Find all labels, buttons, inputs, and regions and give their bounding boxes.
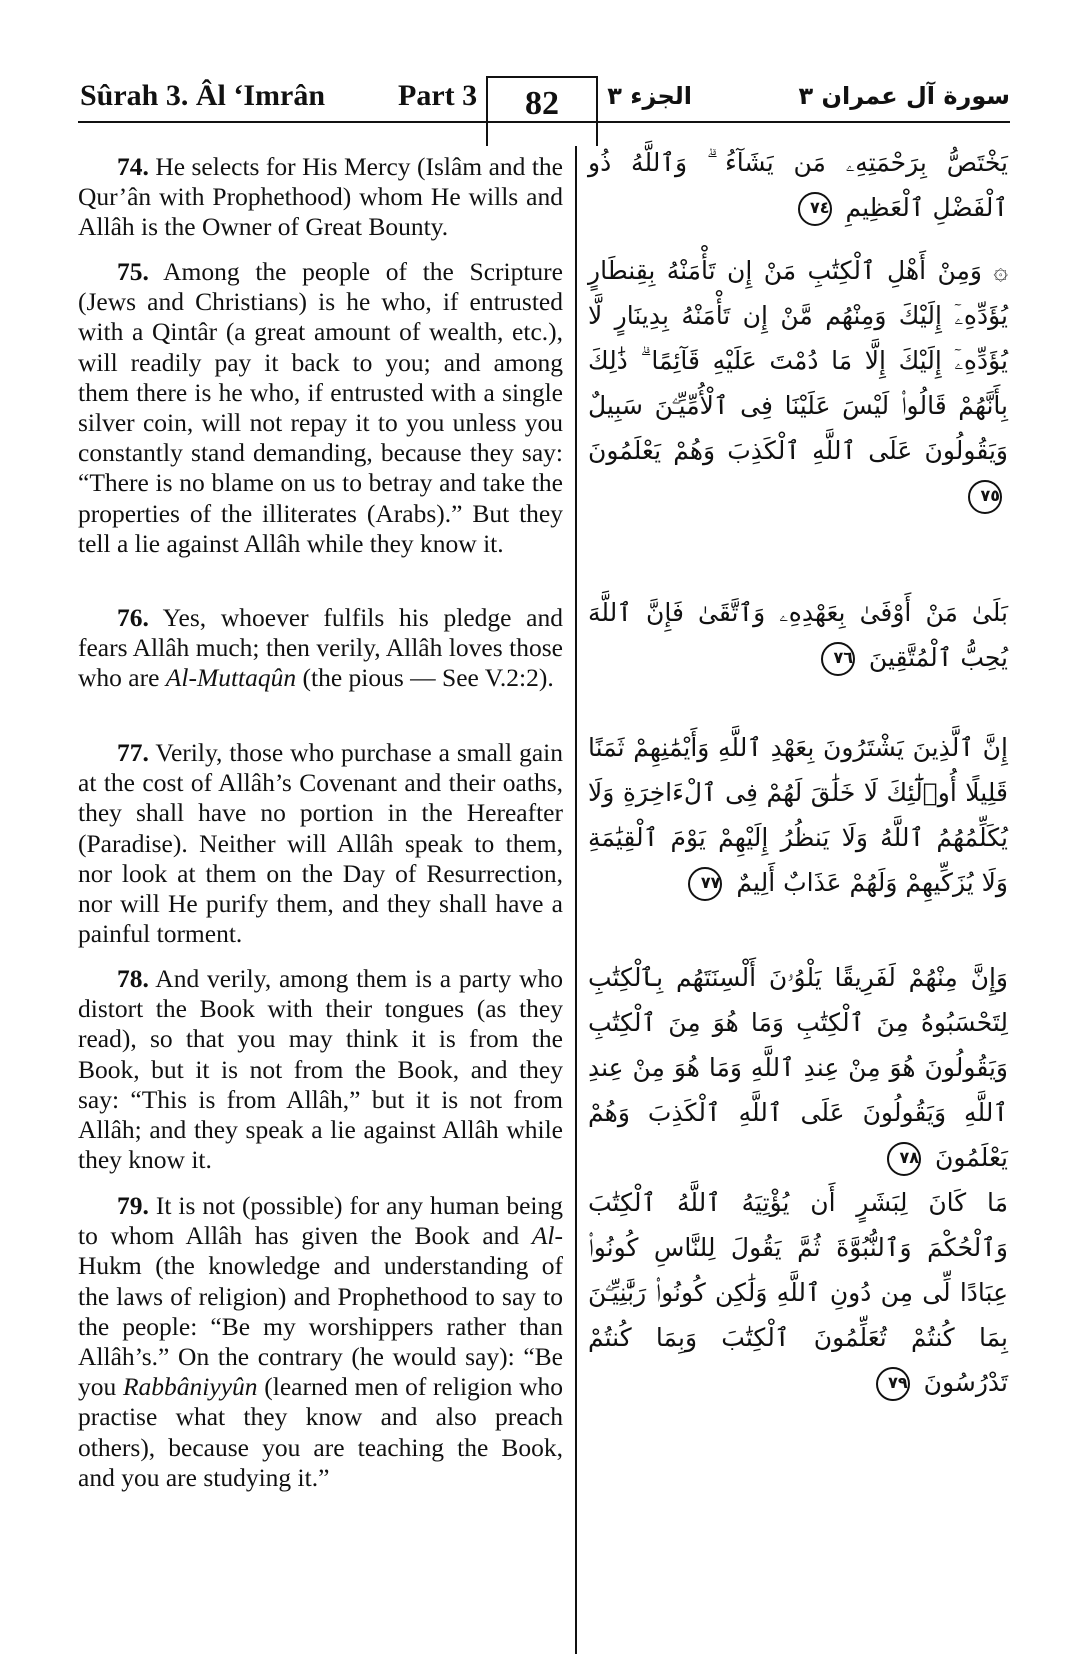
verse-text: Among the people of the Scripture (Jews and Christians) is he who, if entrusted with a Qintâr (a great amount of wealth, etc.), will readily pay it back to you; and among them there is he who, if entrusted with a single silver coin, will not repay it to you unless you constantly stand demanding, because they say: “There is no blame on us to betray and take the properties of the illiterates (Arabs).” But they tell a lie against Allâh while they know it.: [78, 257, 563, 558]
page-number: 82: [486, 76, 598, 146]
verse-text: He selects for His Mercy (Islâm and the Qur’ân with Prophethood) whom He wills and Allâh is the Owner of Great Bounty.: [78, 152, 564, 242]
arabic-text: بَلَىٰ مَنْ أَوْفَىٰ بِعَهْدِهِۦ وَٱتَّقَىٰ فَإِنَّ ٱللَّهَ يُحِبُّ ٱلْمُتَّقِينَ: [588, 598, 1008, 672]
ayah-number-marker: ٧٥: [968, 480, 1002, 514]
ayah-number-marker: ٧٨: [887, 1142, 921, 1176]
part-label-ar: الجزء ٣: [607, 82, 692, 110]
ayah-number-marker: ٧٦: [821, 642, 855, 676]
verse-77-ar: [588, 725, 1008, 905]
verse-79-ar: [588, 1180, 1008, 1405]
verse-75-en: [78, 257, 563, 559]
surah-title-en: Sûrah 3. Âl ‘Imrân: [80, 79, 326, 112]
verse-number: 77.: [117, 738, 149, 767]
arabic-text: إِنَّ ٱلَّذِينَ يَشْتَرُونَ بِعَهْدِ ٱللَّهِ وَأَيْمَٰنِهِمْ ثَمَنًا قَلِيلًا أُو۟لَٰٓئِكَ لَا خَلَٰقَ لَهُمْ فِى ٱلْءَاخِرَةِ وَلَا يُكَلِّمُهُمُ ٱللَّهُ وَلَا يَنظُرُ إِلَيْهِمْ يَوْمَ ٱلْقِيَٰمَةِ وَلَا يُزَكِّيهِمْ وَلَهُمْ عَذَابٌ أَلِيمٌ: [588, 733, 1008, 897]
verse-number: 75.: [117, 257, 149, 286]
verse-79-en: 79. It is not (possible) for any human being to whom Allâh has given the Book and Al-Hukm (the knowledge and understanding of the laws of religion) and Prophethood to say to the people: “Be my worshippers rather than Allâh’s.” On the contrary (he would say): “Be you Rabbâniyyûn (learned men of religion who practise what they know and also preach others), because you are teaching the Book, and you are studying it.”: [78, 1191, 563, 1492]
verse-78-ar: [588, 955, 1008, 1180]
verse-78-en: [78, 964, 563, 1175]
verse-text: Verily, those who purchase a small gain at the cost of Allâh’s Covenant and their oaths, they shall have no portion in the Hereafter (Paradise). Neither will Allâh speak to them, nor look at them on the Day of Resurrection, nor will He purify them, and they shall have a painful torment.: [78, 738, 563, 949]
arabic-text: مَا كَانَ لِبَشَرٍ أَن يُؤْتِيَهُ ٱللَّهُ ٱلْكِتَٰبَ وَٱلْحُكْمَ وَٱلنُّبُوَّةَ ثُمَّ يَقُولَ لِلنَّاسِ كُونُوا۟ عِبَادًا لِّى مِن دُونِ ٱللَّهِ وَلَٰكِن كُونُوا۟ رَبَّٰنِيِّـۧنَ بِمَا كُنتُمْ تُعَلِّمُونَ ٱلْكِتَٰبَ وَبِمَا كُنتُمْ تَدْرُسُونَ: [588, 1188, 1008, 1397]
surah-title-ar: سورة آل عمران ٣: [798, 82, 1010, 110]
arabic-text: يَخْتَصُّ بِرَحْمَتِهِۦ مَن يَشَآءُ ۗ وَٱللَّهُ ذُو ٱلْفَضْلِ ٱلْعَظِيمِ: [588, 148, 1008, 222]
verse-76-ar: [588, 590, 1008, 680]
verse-number: 74.: [117, 152, 149, 181]
ayah-number-marker: ٧٩: [876, 1367, 910, 1401]
column-divider: [575, 146, 577, 1654]
verse-74-ar: [588, 140, 1008, 230]
verse-number: 79.: [117, 1191, 149, 1220]
ayah-number-marker: ٧٧: [688, 867, 722, 901]
verse-74-en: [78, 152, 563, 243]
header-rule: [78, 121, 1010, 123]
verse-76-en: 76. Yes, whoever fulfils his pledge and fears Allâh much; then verily, Allâh loves those who are Al-Muttaqûn (the pious — See V.2:2).: [78, 603, 563, 693]
verse-number: 78.: [117, 964, 149, 993]
ayah-number-marker: ٧٤: [798, 192, 832, 226]
verse-number: 76.: [117, 603, 149, 632]
verse-77-en: [78, 738, 563, 949]
arabic-text: ۞ وَمِنْ أَهْلِ ٱلْكِتَٰبِ مَنْ إِن تَأْمَنْهُ بِقِنطَارٍ يُؤَدِّهِۦٓ إِلَيْكَ وَمِنْهُم مَّنْ إِن تَأْمَنْهُ بِدِينَارٍ لَّا يُؤَدِّهِۦٓ إِلَيْكَ إِلَّا مَا دُمْتَ عَلَيْهِ قَآئِمًا ۗ ذَٰلِكَ بِأَنَّهُمْ قَالُوا۟ لَيْسَ عَلَيْنَا فِى ٱلْأُمِّيِّـۧنَ سَبِيلٌ وَيَقُولُونَ عَلَى ٱللَّهِ ٱلْكَذِبَ وَهُمْ يَعْلَمُونَ: [588, 256, 1008, 465]
arabic-text: وَإِنَّ مِنْهُمْ لَفَرِيقًا يَلْوُۥنَ أَلْسِنَتَهُم بِٱلْكِتَٰبِ لِتَحْسَبُوهُ مِنَ ٱلْكِتَٰبِ وَمَا هُوَ مِنَ ٱلْكِتَٰبِ وَيَقُولُونَ هُوَ مِنْ عِندِ ٱللَّهِ وَمَا هُوَ مِنْ عِندِ ٱللَّهِ وَيَقُولُونَ عَلَى ٱللَّهِ ٱلْكَذِبَ وَهُمْ يَعْلَمُونَ: [588, 963, 1008, 1172]
verse-75-ar: [588, 248, 1008, 518]
part-label-en: Part 3: [398, 79, 478, 112]
verse-text: And verily, among them is a party who distort the Book with their tongues (as they read), so that you may think it is from the Book, but it is not from the Book, and they say: “This is from Allâh,” but it is not from Allâh; and they speak a lie against Allâh while they know it.: [78, 964, 564, 1175]
